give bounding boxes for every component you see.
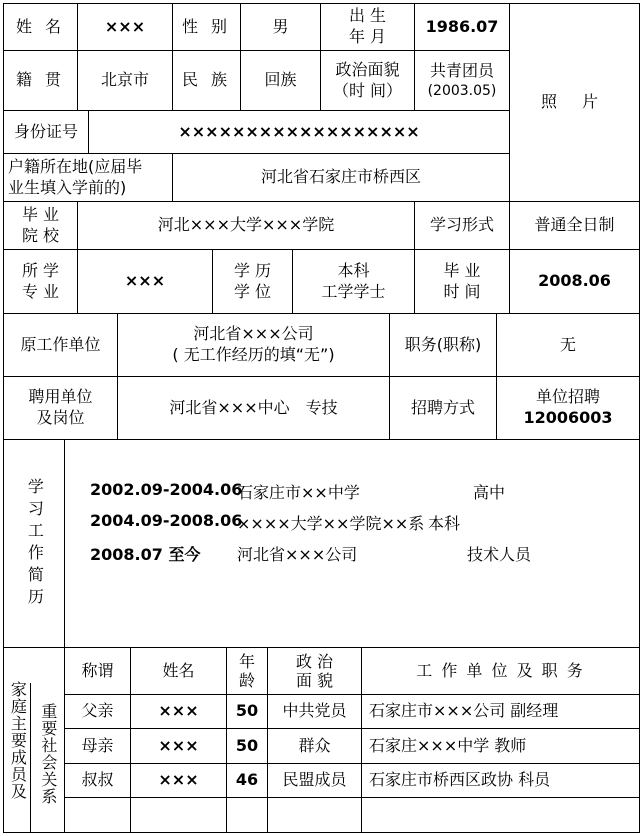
hiring-unit-label-line2: 及岗位	[36, 408, 85, 427]
family-label-inner-text: 重要社会关系	[38, 703, 58, 805]
family-label-inner	[31, 676, 64, 832]
political-label-line2: （时 间）	[332, 80, 403, 100]
family-work: 石家庄市桥西区政协 科员	[369, 770, 551, 790]
birth-value: 1986.07	[425, 16, 499, 36]
degree-label	[213, 250, 292, 313]
hukou-label-line1: 户籍所在地(应届毕	[8, 156, 143, 176]
degree-value-line2: 工学学士	[321, 281, 386, 301]
native-place-label: 籍 贯	[15, 70, 66, 90]
hiring-method-value	[497, 377, 639, 439]
history-label-text: 学习工作简历	[25, 477, 45, 610]
family-relation: 父亲	[81, 701, 114, 721]
study-form-label: 学习形式	[429, 215, 494, 235]
history-place: 石家庄市××中学	[237, 483, 360, 502]
degree-value-line1: 本科	[337, 260, 370, 280]
history-label	[4, 440, 64, 647]
previous-employer-line1: 河北省×××公司	[193, 324, 314, 344]
hiring-unit-value: 河北省×××中心 专技	[169, 397, 338, 417]
school-label-line1: 毕 业	[21, 204, 60, 224]
study-form-value: 普通全日制	[534, 215, 615, 235]
family-political: 群众	[298, 735, 331, 755]
political-label	[321, 51, 414, 110]
history-role: 技术人员	[467, 545, 532, 564]
graduation-value: 2008.06	[538, 271, 611, 291]
family-label-outer	[4, 648, 30, 832]
family-name: ×××	[158, 701, 199, 721]
hiring-method-label: 招聘方式	[410, 397, 475, 417]
birth-label-line2: 年 月	[348, 27, 387, 46]
id-number-value: ××××××××××××××××××	[178, 121, 420, 141]
family-age: 50	[235, 735, 259, 755]
family-work: 石家庄×××中学 教师	[369, 735, 527, 755]
hiring-method-line2: 12006003	[523, 408, 613, 427]
grid-line	[639, 3, 640, 833]
family-age: 46	[235, 770, 259, 790]
ethnic-value: 回族	[264, 70, 297, 90]
name-label: 姓 名	[15, 16, 66, 36]
family-header-name: 姓名	[162, 660, 195, 680]
hiring-unit-label-line1: 聘用单位	[28, 387, 93, 407]
family-name: ×××	[158, 735, 199, 755]
family-header-political	[268, 648, 361, 694]
position-label: 职务(职称)	[404, 334, 482, 354]
family-name: ×××	[158, 770, 199, 790]
school-label-line2: 院 校	[21, 225, 60, 245]
graduation-label-line1: 毕 业	[443, 260, 481, 280]
degree-label-line1: 学 历	[233, 260, 272, 280]
family-header-political-line2: 面 貌	[295, 671, 334, 690]
name-value: ×××	[104, 16, 146, 36]
major-label-line2: 专 业	[21, 281, 60, 301]
political-label-line1: 政治面貌	[335, 59, 400, 79]
hiring-unit-label	[4, 377, 117, 439]
family-relation: 叔叔	[81, 770, 114, 790]
birth-label	[321, 4, 414, 50]
hukou-label-line2: 业生填入学前的)	[8, 177, 127, 197]
family-political: 中共党员	[282, 701, 347, 721]
hukou-value: 河北省石家庄市桥西区	[260, 167, 421, 187]
major-value: ×××	[124, 271, 166, 291]
history-place: ××××大学××学院××系	[237, 514, 425, 533]
political-value-line1: 共青团员	[429, 61, 494, 80]
family-header-relation: 称谓	[81, 660, 114, 680]
history-period: 2002.09-2004.06	[90, 480, 243, 499]
id-number-label: 身份证号	[13, 121, 78, 141]
grid-line	[3, 439, 640, 440]
political-value-line2: (2003.05)	[427, 82, 497, 99]
major-label	[4, 250, 77, 313]
family-header-age-line2: 龄	[238, 671, 255, 690]
family-work: 石家庄市×××公司 副经理	[369, 701, 559, 721]
ethnic-label: 民 族	[181, 70, 232, 90]
position-value: 无	[559, 334, 576, 354]
degree-value	[293, 250, 414, 313]
history-period: 2004.09-2008.06	[90, 511, 243, 530]
photo-placeholder: 照 片	[540, 92, 609, 112]
native-place-value: 北京市	[100, 70, 149, 90]
graduation-label	[415, 250, 509, 313]
family-age: 50	[235, 701, 259, 721]
family-header-work: 工 作 单 位 及 职 务	[416, 660, 585, 680]
gender-label: 性 别	[181, 16, 232, 36]
hiring-method-line1: 单位招聘	[535, 387, 600, 407]
major-label-line1: 所 学	[21, 260, 60, 280]
family-header-age	[227, 648, 267, 694]
family-header-political-line1: 政 治	[295, 651, 334, 671]
family-label-outer-text: 家庭主要成员及	[8, 680, 28, 800]
degree-label-line2: 学 位	[233, 281, 272, 301]
grid-line	[3, 832, 640, 833]
graduation-label-line2: 时 间	[443, 281, 481, 301]
history-role: 高中	[473, 483, 506, 502]
political-value	[415, 51, 509, 110]
grid-line	[64, 797, 640, 798]
school-value: 河北×××大学×××学院	[157, 215, 335, 235]
history-period: 2008.07 至今	[90, 545, 201, 564]
gender-value: 男	[272, 16, 289, 36]
history-place: 河北省×××公司	[237, 545, 358, 564]
previous-employer-label: 原工作单位	[20, 334, 101, 354]
school-label	[4, 202, 77, 249]
previous-employer-line2: ( 无工作经历的填“无”)	[172, 345, 335, 364]
family-header-age-line1: 年	[238, 651, 255, 671]
history-role: 本科	[428, 514, 461, 533]
family-relation: 母亲	[81, 735, 114, 755]
hukou-label	[4, 154, 172, 201]
family-political: 民盟成员	[282, 770, 347, 790]
previous-employer-value	[118, 314, 389, 376]
birth-label-line1: 出 生	[348, 6, 387, 26]
